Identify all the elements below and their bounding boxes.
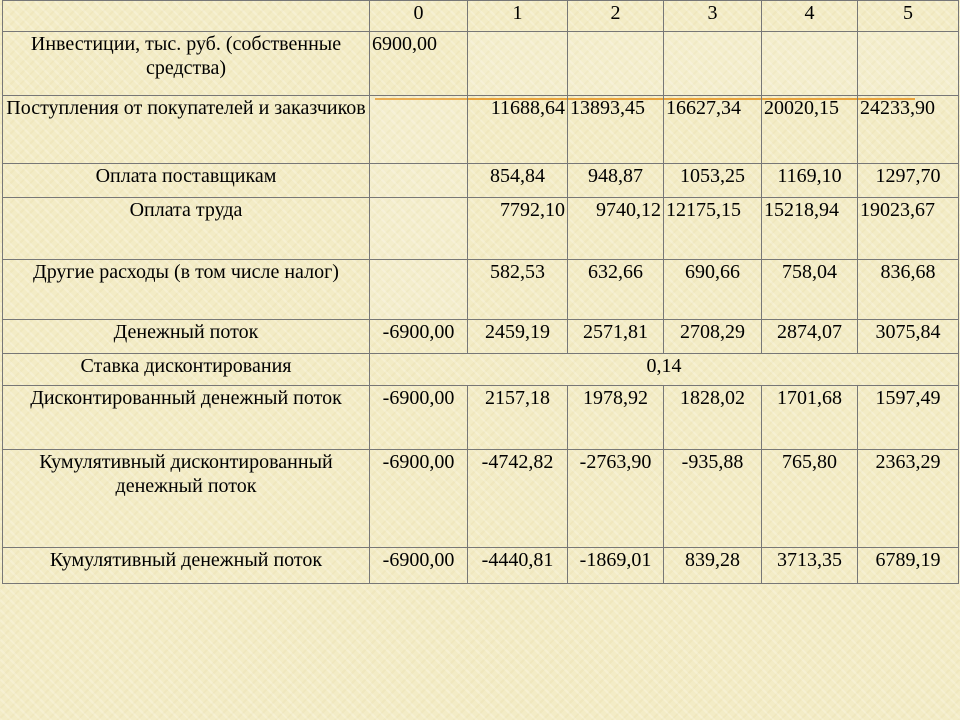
cell-year-1: [468, 32, 568, 96]
header-cell-year-1: 1: [468, 1, 568, 32]
cell-year-4: 3713,35: [762, 548, 858, 584]
row-label: Ставка дисконтирования: [3, 354, 370, 386]
cell-year-5: 3075,84: [858, 320, 959, 354]
cell-year-0: 6900,00: [370, 32, 468, 96]
cell-year-2: -1869,01: [568, 548, 664, 584]
row-label: Поступления от покупателей и заказчиков: [3, 96, 370, 164]
cell-year-2: [568, 32, 664, 96]
cell-year-4: [762, 32, 858, 96]
row-cash-flow: [3, 320, 959, 354]
cell-year-0: -6900,00: [370, 320, 468, 354]
cell-year-1: -4742,82: [468, 450, 568, 548]
header-cell-year-5: 5: [858, 1, 959, 32]
cell-year-3: 16627,34: [664, 96, 762, 164]
cell-year-2: 9740,12: [568, 198, 664, 260]
cell-year-2: 2571,81: [568, 320, 664, 354]
row-labor-payments: [3, 198, 959, 260]
cell-year-3: -935,88: [664, 450, 762, 548]
cell-year-1: 854,84: [468, 164, 568, 198]
header-cell-empty: [3, 1, 370, 32]
cell-year-4: 758,04: [762, 260, 858, 320]
cell-year-1: 2157,18: [468, 386, 568, 450]
cell-year-3: 2708,29: [664, 320, 762, 354]
cell-year-4: 765,80: [762, 450, 858, 548]
cell-year-5: 2363,29: [858, 450, 959, 548]
row-discount-rate: [3, 354, 959, 386]
cell-year-1: -4440,81: [468, 548, 568, 584]
cell-year-5: 19023,67: [858, 198, 959, 260]
row-supplier-payments: [3, 164, 959, 198]
cell-year-2: 1978,92: [568, 386, 664, 450]
cell-year-5: 1597,49: [858, 386, 959, 450]
cell-year-1: 582,53: [468, 260, 568, 320]
cell-year-5: 24233,90: [858, 96, 959, 164]
row-label: Оплата поставщикам: [3, 164, 370, 198]
cell-year-5: 836,68: [858, 260, 959, 320]
cell-year-5: 6789,19: [858, 548, 959, 584]
cell-year-0: -6900,00: [370, 548, 468, 584]
cash-flow-table: [2, 0, 959, 584]
row-label: Другие расходы (в том числе налог): [3, 260, 370, 320]
row-label: Дисконтированный денежный поток: [3, 386, 370, 450]
cell-year-0: [370, 198, 468, 260]
cell-year-4: 2874,07: [762, 320, 858, 354]
cell-year-0: [370, 164, 468, 198]
cell-year-2: 948,87: [568, 164, 664, 198]
cell-year-2: 13893,45: [568, 96, 664, 164]
cell-year-0: [370, 260, 468, 320]
cell-year-4: 1701,68: [762, 386, 858, 450]
discount-rate-value: 0,14: [370, 354, 959, 386]
header-cell-year-3: 3: [664, 1, 762, 32]
cell-year-3: 690,66: [664, 260, 762, 320]
cell-year-5: [858, 32, 959, 96]
header-cell-year-4: 4: [762, 1, 858, 32]
cell-year-0: -6900,00: [370, 386, 468, 450]
cell-year-0: [370, 96, 468, 164]
cell-year-4: 15218,94: [762, 198, 858, 260]
cell-year-4: 20020,15: [762, 96, 858, 164]
row-label: Оплата труда: [3, 198, 370, 260]
row-cumulative-discounted-cash-flow: [3, 450, 959, 548]
row-label: Кумулятивный дисконтированный денежный поток: [3, 450, 370, 548]
cell-year-5: 1297,70: [858, 164, 959, 198]
row-label: Денежный поток: [3, 320, 370, 354]
header-cell-year-2: 2: [568, 1, 664, 32]
row-discounted-cash-flow: [3, 386, 959, 450]
row-label: Инвестиции, тыс. руб. (собственные средства): [3, 32, 370, 96]
row-other-expenses: [3, 260, 959, 320]
row-investments: [3, 32, 959, 96]
cell-year-3: [664, 32, 762, 96]
cell-year-3: 839,28: [664, 548, 762, 584]
cell-year-3: 12175,15: [664, 198, 762, 260]
cell-year-2: -2763,90: [568, 450, 664, 548]
row-cumulative-cash-flow: [3, 548, 959, 584]
cell-year-1: 7792,10: [468, 198, 568, 260]
cell-year-1: 2459,19: [468, 320, 568, 354]
header-row: [3, 1, 959, 32]
cell-year-2: 632,66: [568, 260, 664, 320]
cell-year-3: 1053,25: [664, 164, 762, 198]
cell-year-0: -6900,00: [370, 450, 468, 548]
row-label: Кумулятивный денежный поток: [3, 548, 370, 584]
cell-year-4: 1169,10: [762, 164, 858, 198]
header-cell-year-0: 0: [370, 1, 468, 32]
row-customer-receipts: [3, 96, 959, 164]
cell-year-1: 11688,64: [468, 96, 568, 164]
cell-year-3: 1828,02: [664, 386, 762, 450]
